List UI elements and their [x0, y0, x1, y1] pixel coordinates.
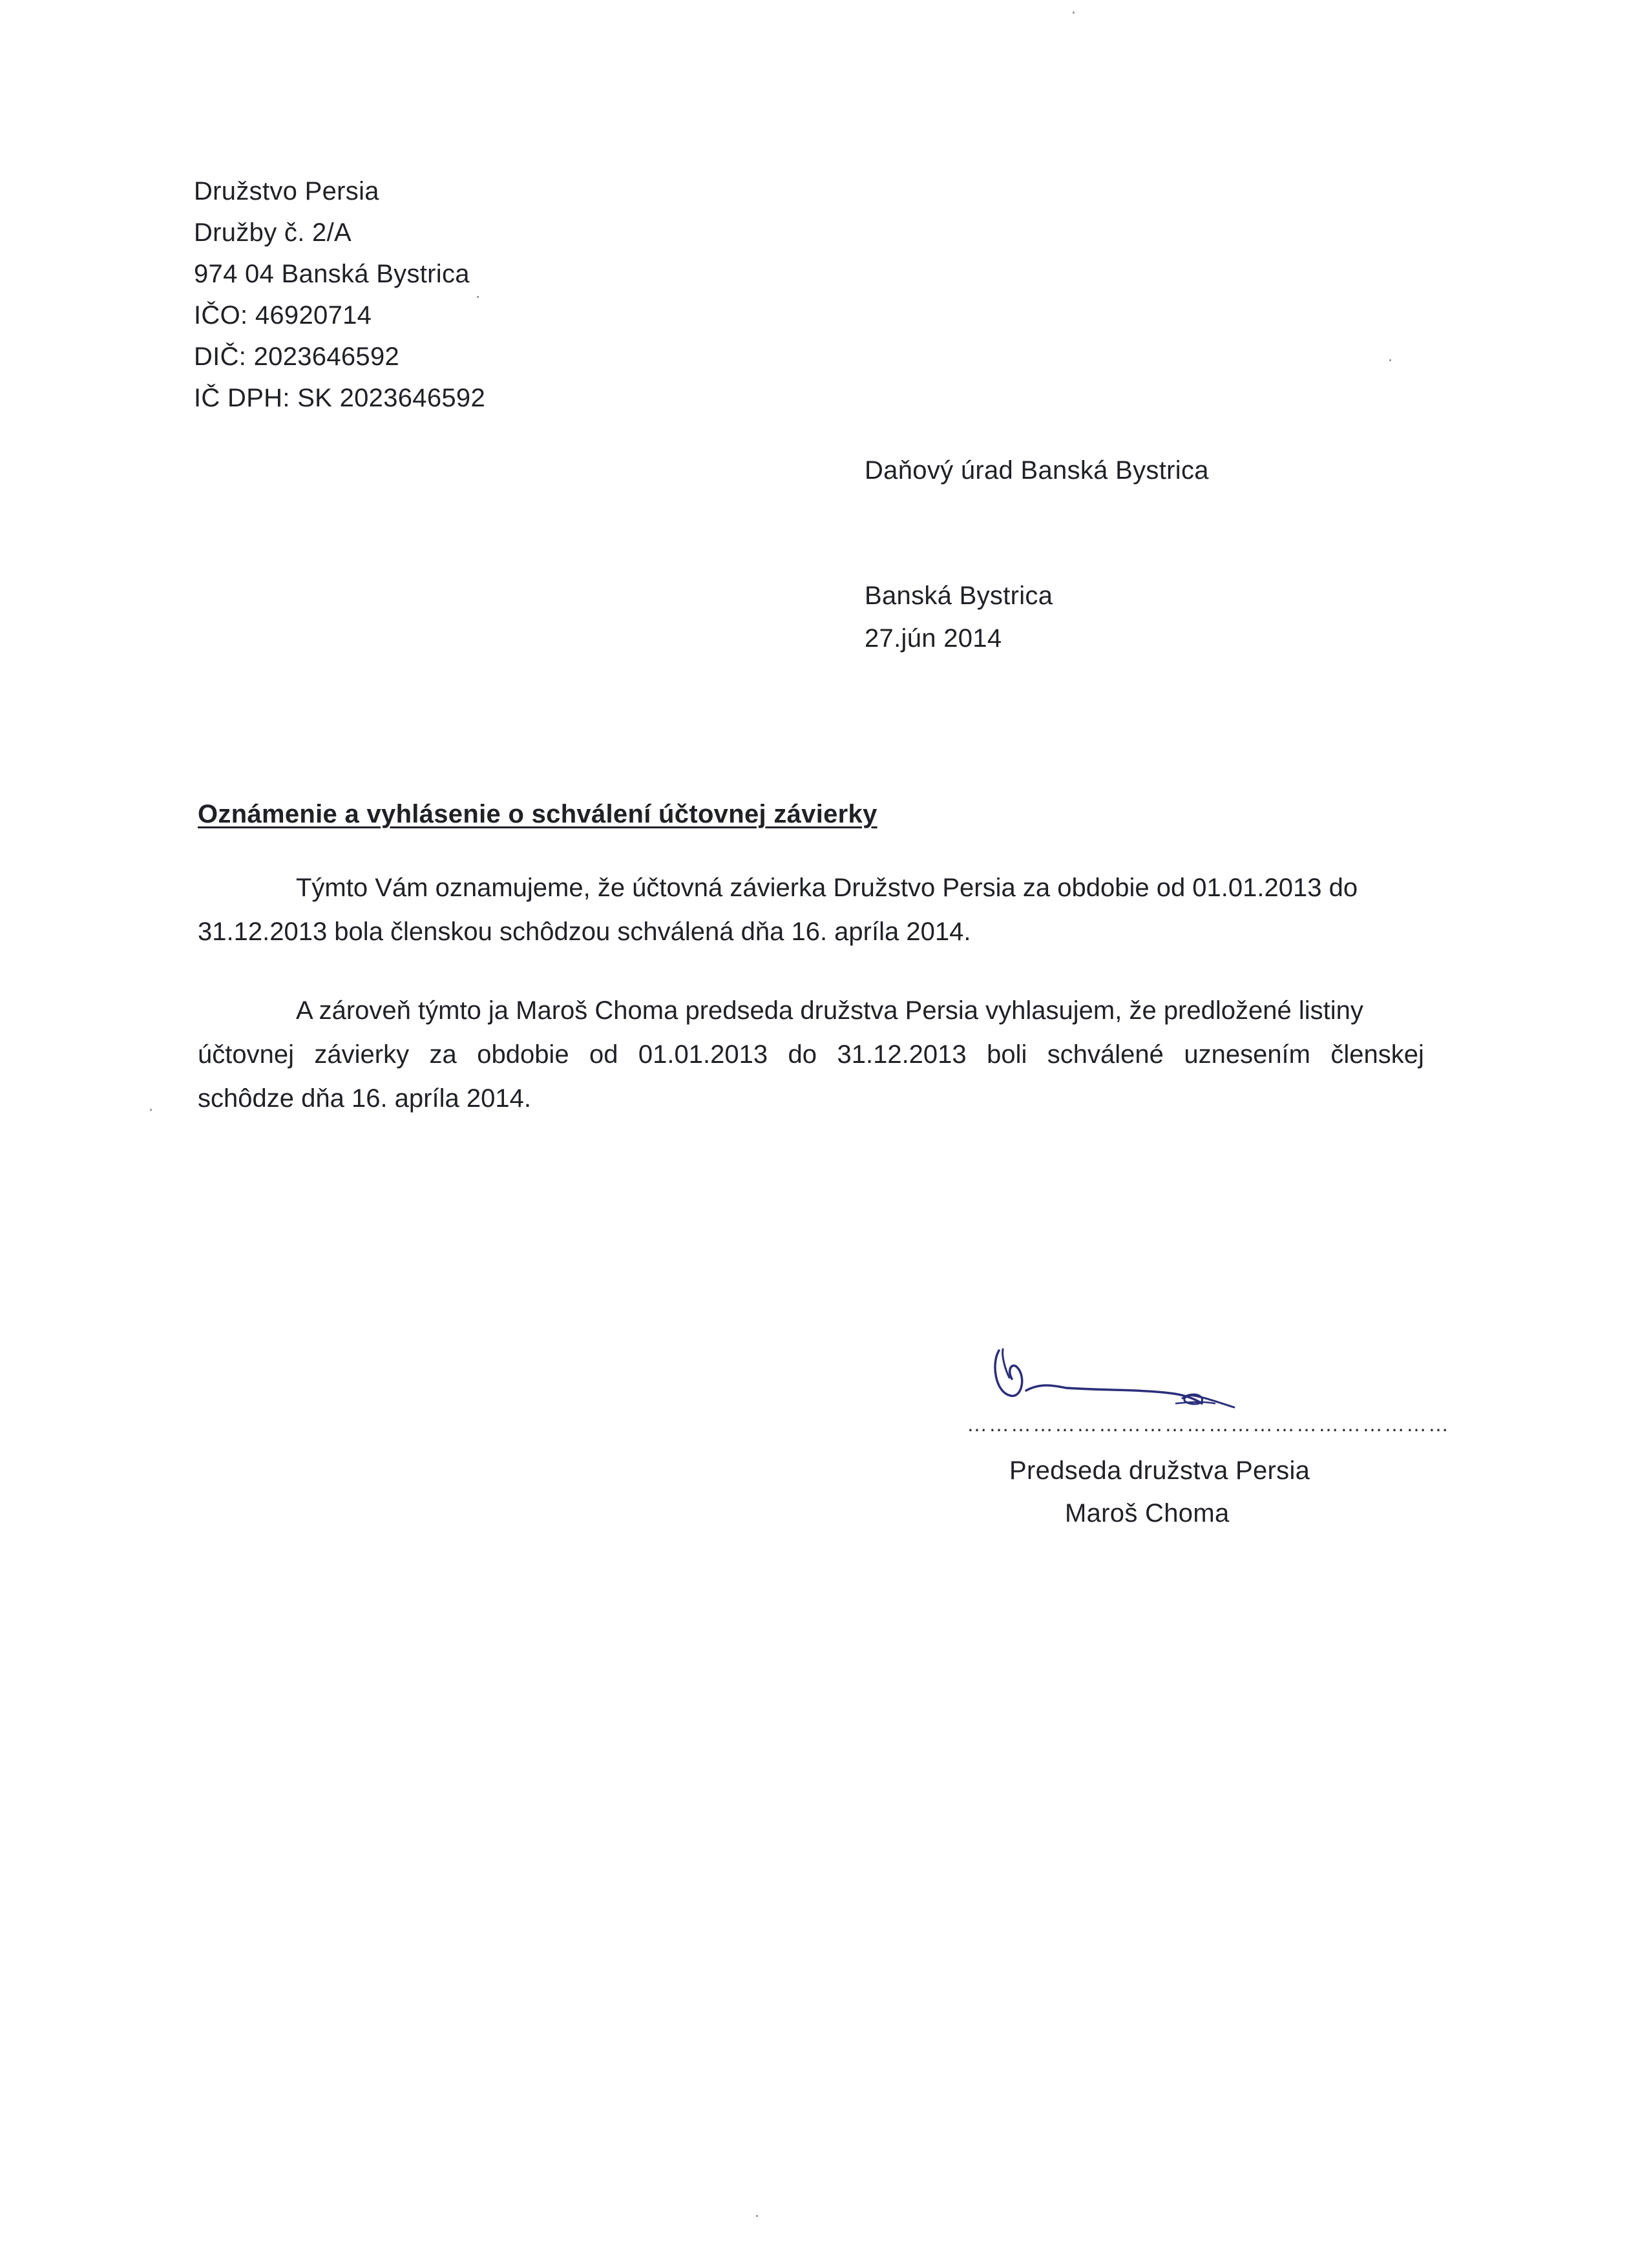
- recipient-name: Daňový úrad Banská Bystrica: [865, 456, 1209, 485]
- paragraph-approval-notice: [198, 866, 1424, 954]
- signatory-role: Predseda družstva Persia: [1009, 1456, 1310, 1485]
- paragraph-declaration: [198, 989, 1424, 1120]
- scan-speck: [477, 296, 479, 298]
- word: schválené: [1047, 1040, 1164, 1069]
- scan-speck: [150, 1109, 152, 1111]
- paragraph-line-justified: [198, 1033, 1424, 1076]
- letter-date: 27.jún 2014: [865, 624, 1002, 653]
- word: za: [429, 1040, 457, 1069]
- paragraph-line: schôdze dňa 16. apríla 2014.: [198, 1084, 531, 1113]
- paragraph-line: Týmto Vám oznamujeme, že účtovná závierka Družstvo Persia za obdobie od 01.01.2013 do: [296, 874, 1358, 902]
- scan-speck: [1073, 12, 1075, 14]
- word: 31.12.2013: [837, 1040, 967, 1069]
- scan-speck: [756, 2215, 758, 2217]
- letter-place: Banská Bystrica: [865, 582, 1053, 610]
- sender-city: 974 04 Banská Bystrica: [194, 260, 470, 288]
- word: 01.01.2013: [638, 1040, 768, 1069]
- sender-ic-dph: IČ DPH: SK 2023646592: [194, 384, 486, 412]
- sender-dic: DIČ: 2023646592: [194, 342, 400, 371]
- word: obdobie: [477, 1040, 569, 1069]
- word: uznesením: [1184, 1040, 1310, 1069]
- paragraph-line: 31.12.2013 bola členskou schôdzou schválená dňa 16. apríla 2014.: [198, 918, 971, 946]
- signature-line: …………………………………………………………: [967, 1412, 1450, 1436]
- word: od: [589, 1040, 618, 1069]
- signatory-name: Maroš Choma: [1065, 1499, 1230, 1528]
- letter-subject: Oznámenie a vyhlásenie o schválení účtovnej závierky: [198, 800, 877, 828]
- word: závierky: [314, 1040, 410, 1069]
- paragraph-line: A zároveň týmto ja Maroš Choma predseda družstva Persia vyhlasujem, že predložené listiny: [296, 996, 1363, 1025]
- sender-name: Družstvo Persia: [194, 177, 379, 205]
- word: do: [788, 1040, 817, 1069]
- sender-ico: IČO: 46920714: [194, 301, 372, 330]
- sender-address-block: [194, 171, 485, 419]
- sender-street: Družby č. 2/A: [194, 218, 352, 247]
- word: členskej: [1330, 1040, 1424, 1069]
- word: účtovnej: [198, 1040, 294, 1069]
- scan-speck: [1389, 359, 1391, 361]
- word: boli: [987, 1040, 1027, 1069]
